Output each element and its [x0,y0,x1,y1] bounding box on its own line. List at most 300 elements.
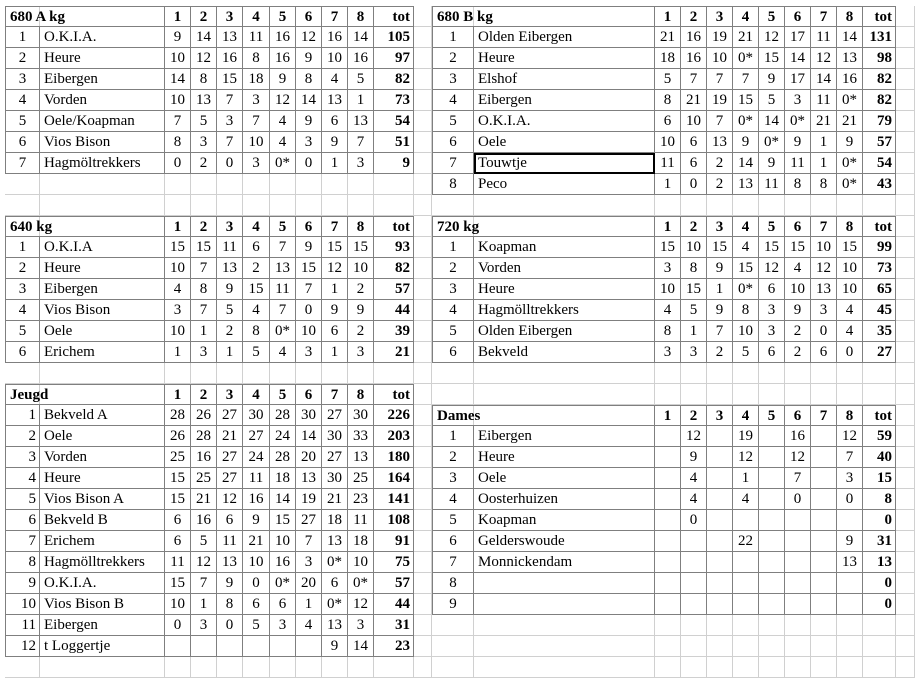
score-cell[interactable]: 15 [322,237,348,258]
score-cell[interactable]: 3 [243,153,270,174]
score-cell[interactable]: 1 [322,153,348,174]
score-cell[interactable]: 13 [322,615,348,636]
score-cell[interactable] [837,510,863,531]
score-cell[interactable] [837,573,863,594]
team-name-cell[interactable]: O.K.I.A [40,237,165,258]
score-cell[interactable]: 8 [655,90,681,111]
score-cell[interactable]: 7 [191,573,217,594]
total-cell[interactable]: 82 [374,258,414,279]
team-name-cell[interactable]: Vios Bison A [40,489,165,510]
score-cell[interactable]: 10 [165,258,191,279]
score-cell[interactable]: 15 [348,237,374,258]
score-cell[interactable]: 4 [165,279,191,300]
score-cell[interactable]: 19 [296,489,322,510]
rank-cell[interactable]: 2 [5,426,40,447]
score-cell[interactable]: 7 [348,132,374,153]
score-cell[interactable]: 13 [217,552,243,573]
total-cell[interactable]: 54 [863,153,896,174]
score-cell[interactable]: 0* [837,153,863,174]
total-cell[interactable]: 105 [374,27,414,48]
score-cell[interactable]: 21 [655,27,681,48]
score-cell[interactable]: 13 [348,111,374,132]
score-cell[interactable] [837,594,863,615]
total-cell[interactable]: 35 [863,321,896,342]
score-cell[interactable]: 0* [270,153,296,174]
team-name-cell[interactable]: Oele [474,132,655,153]
score-cell[interactable]: 8 [217,594,243,615]
team-name-cell[interactable]: Olden Eibergen [474,321,655,342]
total-cell[interactable]: 8 [863,489,896,510]
team-name-cell[interactable]: O.K.I.A. [40,27,165,48]
score-cell[interactable]: 1 [165,342,191,363]
rank-cell[interactable]: 3 [432,69,474,90]
score-cell[interactable]: 16 [348,48,374,69]
team-name-cell[interactable]: Koapman [474,510,655,531]
score-cell[interactable]: 4 [733,237,759,258]
score-cell[interactable]: 0* [322,594,348,615]
score-cell[interactable]: 11 [785,153,811,174]
rank-cell[interactable]: 2 [5,48,40,69]
score-cell[interactable]: 9 [296,237,322,258]
score-cell[interactable]: 30 [348,405,374,426]
score-cell[interactable] [681,573,707,594]
score-cell[interactable] [707,468,733,489]
total-cell[interactable]: 54 [374,111,414,132]
score-cell[interactable]: 9 [322,300,348,321]
score-cell[interactable]: 16 [243,489,270,510]
rank-cell[interactable]: 4 [5,90,40,111]
score-cell[interactable]: 9 [296,48,322,69]
score-cell[interactable]: 3 [811,300,837,321]
score-cell[interactable]: 7 [681,69,707,90]
score-cell[interactable]: 14 [759,111,785,132]
score-cell[interactable]: 7 [785,468,811,489]
score-cell[interactable]: 5 [655,69,681,90]
score-cell[interactable]: 16 [322,27,348,48]
rank-cell[interactable]: 5 [432,111,474,132]
team-name-cell[interactable]: Hagmölltrekkers [40,552,165,573]
score-cell[interactable]: 15 [165,573,191,594]
score-cell[interactable]: 18 [270,468,296,489]
score-cell[interactable]: 27 [322,447,348,468]
score-cell[interactable]: 5 [733,342,759,363]
score-cell[interactable] [655,468,681,489]
team-name-cell[interactable]: Oele [40,321,165,342]
score-cell[interactable]: 3 [837,468,863,489]
score-cell[interactable]: 11 [348,510,374,531]
score-cell[interactable]: 10 [296,321,322,342]
score-cell[interactable]: 15 [733,90,759,111]
team-name-cell[interactable]: Vorden [474,258,655,279]
score-cell[interactable]: 5 [217,300,243,321]
score-cell[interactable]: 10 [811,237,837,258]
team-name-cell[interactable]: t Loggertje [40,636,165,657]
score-cell[interactable]: 10 [322,48,348,69]
total-cell[interactable]: 0 [863,510,896,531]
score-cell[interactable]: 3 [191,342,217,363]
team-name-cell[interactable]: Heure [474,48,655,69]
score-cell[interactable]: 27 [243,426,270,447]
rank-cell[interactable]: 6 [432,132,474,153]
score-cell[interactable]: 14 [296,426,322,447]
rank-cell[interactable]: 4 [5,300,40,321]
score-cell[interactable]: 13 [217,27,243,48]
score-cell[interactable]: 8 [191,279,217,300]
rank-cell[interactable]: 12 [5,636,40,657]
score-cell[interactable]: 24 [270,426,296,447]
rank-cell[interactable]: 2 [432,258,474,279]
total-cell[interactable]: 0 [863,594,896,615]
total-cell[interactable]: 23 [374,636,414,657]
score-cell[interactable]: 1 [733,468,759,489]
score-cell[interactable]: 0 [681,510,707,531]
rank-cell[interactable]: 10 [5,594,40,615]
rank-cell[interactable]: 1 [5,405,40,426]
team-name-cell[interactable]: Elshof [474,69,655,90]
total-cell[interactable]: 65 [863,279,896,300]
score-cell[interactable]: 13 [322,531,348,552]
score-cell[interactable]: 9 [296,111,322,132]
score-cell[interactable] [217,636,243,657]
total-cell[interactable]: 79 [863,111,896,132]
score-cell[interactable]: 4 [322,69,348,90]
score-cell[interactable] [759,573,785,594]
score-cell[interactable]: 6 [322,573,348,594]
score-cell[interactable] [270,636,296,657]
score-cell[interactable]: 15 [270,510,296,531]
score-cell[interactable]: 3 [348,615,374,636]
score-cell[interactable]: 8 [243,321,270,342]
total-cell[interactable]: 203 [374,426,414,447]
score-cell[interactable]: 3 [217,111,243,132]
score-cell[interactable]: 18 [243,69,270,90]
team-name-cell[interactable]: Oele [474,468,655,489]
score-cell[interactable]: 19 [707,27,733,48]
score-cell[interactable]: 1 [191,321,217,342]
score-cell[interactable]: 9 [707,258,733,279]
score-cell[interactable]: 9 [785,132,811,153]
score-cell[interactable]: 0 [165,615,191,636]
rank-cell[interactable]: 8 [5,552,40,573]
total-cell[interactable]: 82 [863,69,896,90]
score-cell[interactable]: 8 [296,69,322,90]
score-cell[interactable]: 11 [270,279,296,300]
score-cell[interactable]: 8 [243,48,270,69]
score-cell[interactable]: 7 [837,447,863,468]
total-cell[interactable]: 99 [863,237,896,258]
score-cell[interactable]: 7 [217,90,243,111]
team-name-cell[interactable]: Oosterhuizen [474,489,655,510]
score-cell[interactable]: 10 [348,258,374,279]
score-cell[interactable] [655,531,681,552]
rank-cell[interactable]: 6 [432,342,474,363]
score-cell[interactable]: 11 [655,153,681,174]
score-cell[interactable]: 16 [270,27,296,48]
team-name-cell[interactable]: Vorden [40,447,165,468]
rank-cell[interactable]: 9 [432,594,474,615]
score-cell[interactable]: 3 [759,300,785,321]
score-cell[interactable]: 13 [270,258,296,279]
score-cell[interactable]: 3 [270,615,296,636]
score-cell[interactable] [655,426,681,447]
score-cell[interactable]: 9 [759,69,785,90]
score-cell[interactable]: 14 [270,489,296,510]
score-cell[interactable]: 1 [707,279,733,300]
score-cell[interactable]: 7 [707,69,733,90]
score-cell[interactable]: 22 [733,531,759,552]
total-cell[interactable]: 57 [374,573,414,594]
score-cell[interactable]: 2 [348,321,374,342]
rank-cell[interactable]: 2 [432,48,474,69]
score-cell[interactable]: 15 [759,237,785,258]
score-cell[interactable]: 13 [348,447,374,468]
score-cell[interactable]: 18 [348,531,374,552]
team-name-cell[interactable]: Heure [40,468,165,489]
score-cell[interactable] [707,510,733,531]
score-cell[interactable] [655,489,681,510]
score-cell[interactable]: 2 [217,321,243,342]
team-name-cell[interactable]: Vios Bison [40,300,165,321]
rank-cell[interactable]: 5 [432,510,474,531]
total-cell[interactable]: 31 [374,615,414,636]
score-cell[interactable]: 27 [217,405,243,426]
score-cell[interactable]: 21 [322,489,348,510]
score-cell[interactable] [655,594,681,615]
score-cell[interactable]: 0 [217,615,243,636]
team-name-cell[interactable]: Hagmöltrekkers [40,153,165,174]
score-cell[interactable]: 4 [270,342,296,363]
score-cell[interactable]: 14 [348,27,374,48]
score-cell[interactable] [707,426,733,447]
score-cell[interactable] [296,636,322,657]
score-cell[interactable]: 21 [811,111,837,132]
score-cell[interactable]: 0* [270,573,296,594]
score-cell[interactable]: 2 [785,321,811,342]
team-name-cell[interactable]: Heure [40,48,165,69]
score-cell[interactable]: 5 [191,111,217,132]
score-cell[interactable]: 13 [837,48,863,69]
total-cell[interactable]: 82 [863,90,896,111]
team-name-cell[interactable]: Touwtje [474,153,655,174]
score-cell[interactable]: 20 [296,447,322,468]
rank-cell[interactable]: 2 [5,258,40,279]
score-cell[interactable]: 6 [655,111,681,132]
score-cell[interactable]: 15 [837,237,863,258]
rank-cell[interactable]: 7 [432,153,474,174]
score-cell[interactable]: 12 [217,489,243,510]
score-cell[interactable]: 7 [217,132,243,153]
score-cell[interactable]: 7 [270,300,296,321]
total-cell[interactable]: 45 [863,300,896,321]
rank-cell[interactable]: 5 [432,321,474,342]
score-cell[interactable]: 4 [681,489,707,510]
score-cell[interactable]: 18 [655,48,681,69]
score-cell[interactable]: 14 [811,69,837,90]
score-cell[interactable]: 24 [243,447,270,468]
score-cell[interactable] [707,447,733,468]
score-cell[interactable]: 27 [322,405,348,426]
score-cell[interactable]: 7 [733,69,759,90]
score-cell[interactable] [785,552,811,573]
score-cell[interactable]: 4 [270,111,296,132]
score-cell[interactable]: 9 [681,447,707,468]
total-cell[interactable]: 98 [863,48,896,69]
score-cell[interactable]: 10 [348,552,374,573]
score-cell[interactable]: 7 [243,111,270,132]
score-cell[interactable]: 15 [655,237,681,258]
score-cell[interactable]: 3 [655,342,681,363]
score-cell[interactable]: 16 [270,48,296,69]
score-cell[interactable]: 23 [348,489,374,510]
score-cell[interactable]: 9 [837,132,863,153]
score-cell[interactable]: 15 [707,237,733,258]
score-cell[interactable]: 10 [655,132,681,153]
score-cell[interactable]: 3 [348,342,374,363]
score-cell[interactable]: 10 [270,531,296,552]
score-cell[interactable]: 13 [322,90,348,111]
score-cell[interactable] [243,636,270,657]
score-cell[interactable]: 0 [296,153,322,174]
score-cell[interactable]: 3 [348,153,374,174]
rank-cell[interactable]: 3 [5,447,40,468]
score-cell[interactable]: 1 [217,342,243,363]
rank-cell[interactable]: 3 [432,468,474,489]
score-cell[interactable]: 30 [322,468,348,489]
rank-cell[interactable]: 4 [432,90,474,111]
score-cell[interactable]: 9 [217,573,243,594]
score-cell[interactable]: 21 [681,90,707,111]
score-cell[interactable]: 12 [348,594,374,615]
score-cell[interactable] [811,552,837,573]
score-cell[interactable]: 8 [165,132,191,153]
score-cell[interactable]: 10 [681,237,707,258]
score-cell[interactable]: 5 [243,615,270,636]
total-cell[interactable]: 131 [863,27,896,48]
score-cell[interactable] [191,636,217,657]
score-cell[interactable]: 1 [681,321,707,342]
score-cell[interactable]: 12 [296,27,322,48]
score-cell[interactable] [759,468,785,489]
score-cell[interactable]: 14 [191,27,217,48]
rank-cell[interactable]: 1 [432,426,474,447]
score-cell[interactable]: 10 [165,48,191,69]
score-cell[interactable]: 19 [733,426,759,447]
score-cell[interactable]: 10 [785,279,811,300]
rank-cell[interactable]: 3 [432,279,474,300]
score-cell[interactable]: 11 [759,174,785,195]
score-cell[interactable]: 4 [837,321,863,342]
score-cell[interactable]: 4 [270,132,296,153]
score-cell[interactable] [707,573,733,594]
score-cell[interactable]: 1 [296,594,322,615]
rank-cell[interactable]: 1 [432,27,474,48]
rank-cell[interactable]: 6 [5,510,40,531]
team-name-cell[interactable]: Oele/Koapman [40,111,165,132]
score-cell[interactable] [655,573,681,594]
score-cell[interactable] [681,594,707,615]
rank-cell[interactable]: 1 [5,237,40,258]
total-cell[interactable]: 13 [863,552,896,573]
score-cell[interactable]: 18 [322,510,348,531]
team-name-cell[interactable]: Heure [40,258,165,279]
score-cell[interactable]: 4 [733,489,759,510]
score-cell[interactable]: 3 [243,90,270,111]
score-cell[interactable]: 12 [191,552,217,573]
score-cell[interactable] [811,573,837,594]
score-cell[interactable]: 0* [270,321,296,342]
score-cell[interactable]: 15 [785,237,811,258]
score-cell[interactable]: 15 [733,258,759,279]
score-cell[interactable] [733,594,759,615]
score-cell[interactable]: 0* [837,90,863,111]
total-cell[interactable]: 31 [863,531,896,552]
score-cell[interactable]: 15 [165,489,191,510]
score-cell[interactable] [681,552,707,573]
team-name-cell[interactable]: Bekveld A [40,405,165,426]
score-cell[interactable]: 2 [243,258,270,279]
team-name-cell[interactable]: Gelderswoude [474,531,655,552]
score-cell[interactable]: 13 [191,90,217,111]
team-name-cell[interactable]: Vorden [40,90,165,111]
rank-cell[interactable]: 11 [5,615,40,636]
team-name-cell[interactable]: Eibergen [40,279,165,300]
score-cell[interactable]: 4 [655,300,681,321]
team-name-cell[interactable]: Erichem [40,531,165,552]
score-cell[interactable]: 16 [837,69,863,90]
score-cell[interactable]: 6 [681,132,707,153]
team-name-cell[interactable]: Heure [474,447,655,468]
score-cell[interactable]: 6 [243,237,270,258]
team-name-cell[interactable]: Erichem [40,342,165,363]
total-cell[interactable]: 21 [374,342,414,363]
team-name-cell[interactable]: Peco [474,174,655,195]
score-cell[interactable]: 0* [759,132,785,153]
score-cell[interactable]: 3 [296,132,322,153]
score-cell[interactable]: 0* [837,174,863,195]
rank-cell[interactable]: 5 [5,321,40,342]
score-cell[interactable]: 15 [681,279,707,300]
score-cell[interactable]: 6 [759,279,785,300]
total-cell[interactable]: 39 [374,321,414,342]
score-cell[interactable]: 30 [322,426,348,447]
score-cell[interactable]: 2 [707,342,733,363]
score-cell[interactable] [759,552,785,573]
score-cell[interactable]: 8 [811,174,837,195]
score-cell[interactable]: 12 [681,426,707,447]
score-cell[interactable]: 16 [785,426,811,447]
score-cell[interactable] [759,531,785,552]
score-cell[interactable]: 5 [759,90,785,111]
score-cell[interactable]: 7 [296,531,322,552]
score-cell[interactable] [811,489,837,510]
score-cell[interactable]: 3 [296,552,322,573]
score-cell[interactable]: 0 [837,489,863,510]
score-cell[interactable]: 21 [191,489,217,510]
score-cell[interactable]: 5 [243,342,270,363]
total-cell[interactable]: 44 [374,594,414,615]
team-name-cell[interactable]: Eibergen [40,69,165,90]
score-cell[interactable] [759,426,785,447]
score-cell[interactable]: 16 [191,447,217,468]
score-cell[interactable]: 2 [707,153,733,174]
score-cell[interactable]: 10 [165,90,191,111]
score-cell[interactable]: 27 [217,447,243,468]
score-cell[interactable]: 1 [655,174,681,195]
score-cell[interactable]: 4 [837,300,863,321]
score-cell[interactable]: 15 [759,48,785,69]
score-cell[interactable]: 10 [243,552,270,573]
score-cell[interactable] [785,594,811,615]
